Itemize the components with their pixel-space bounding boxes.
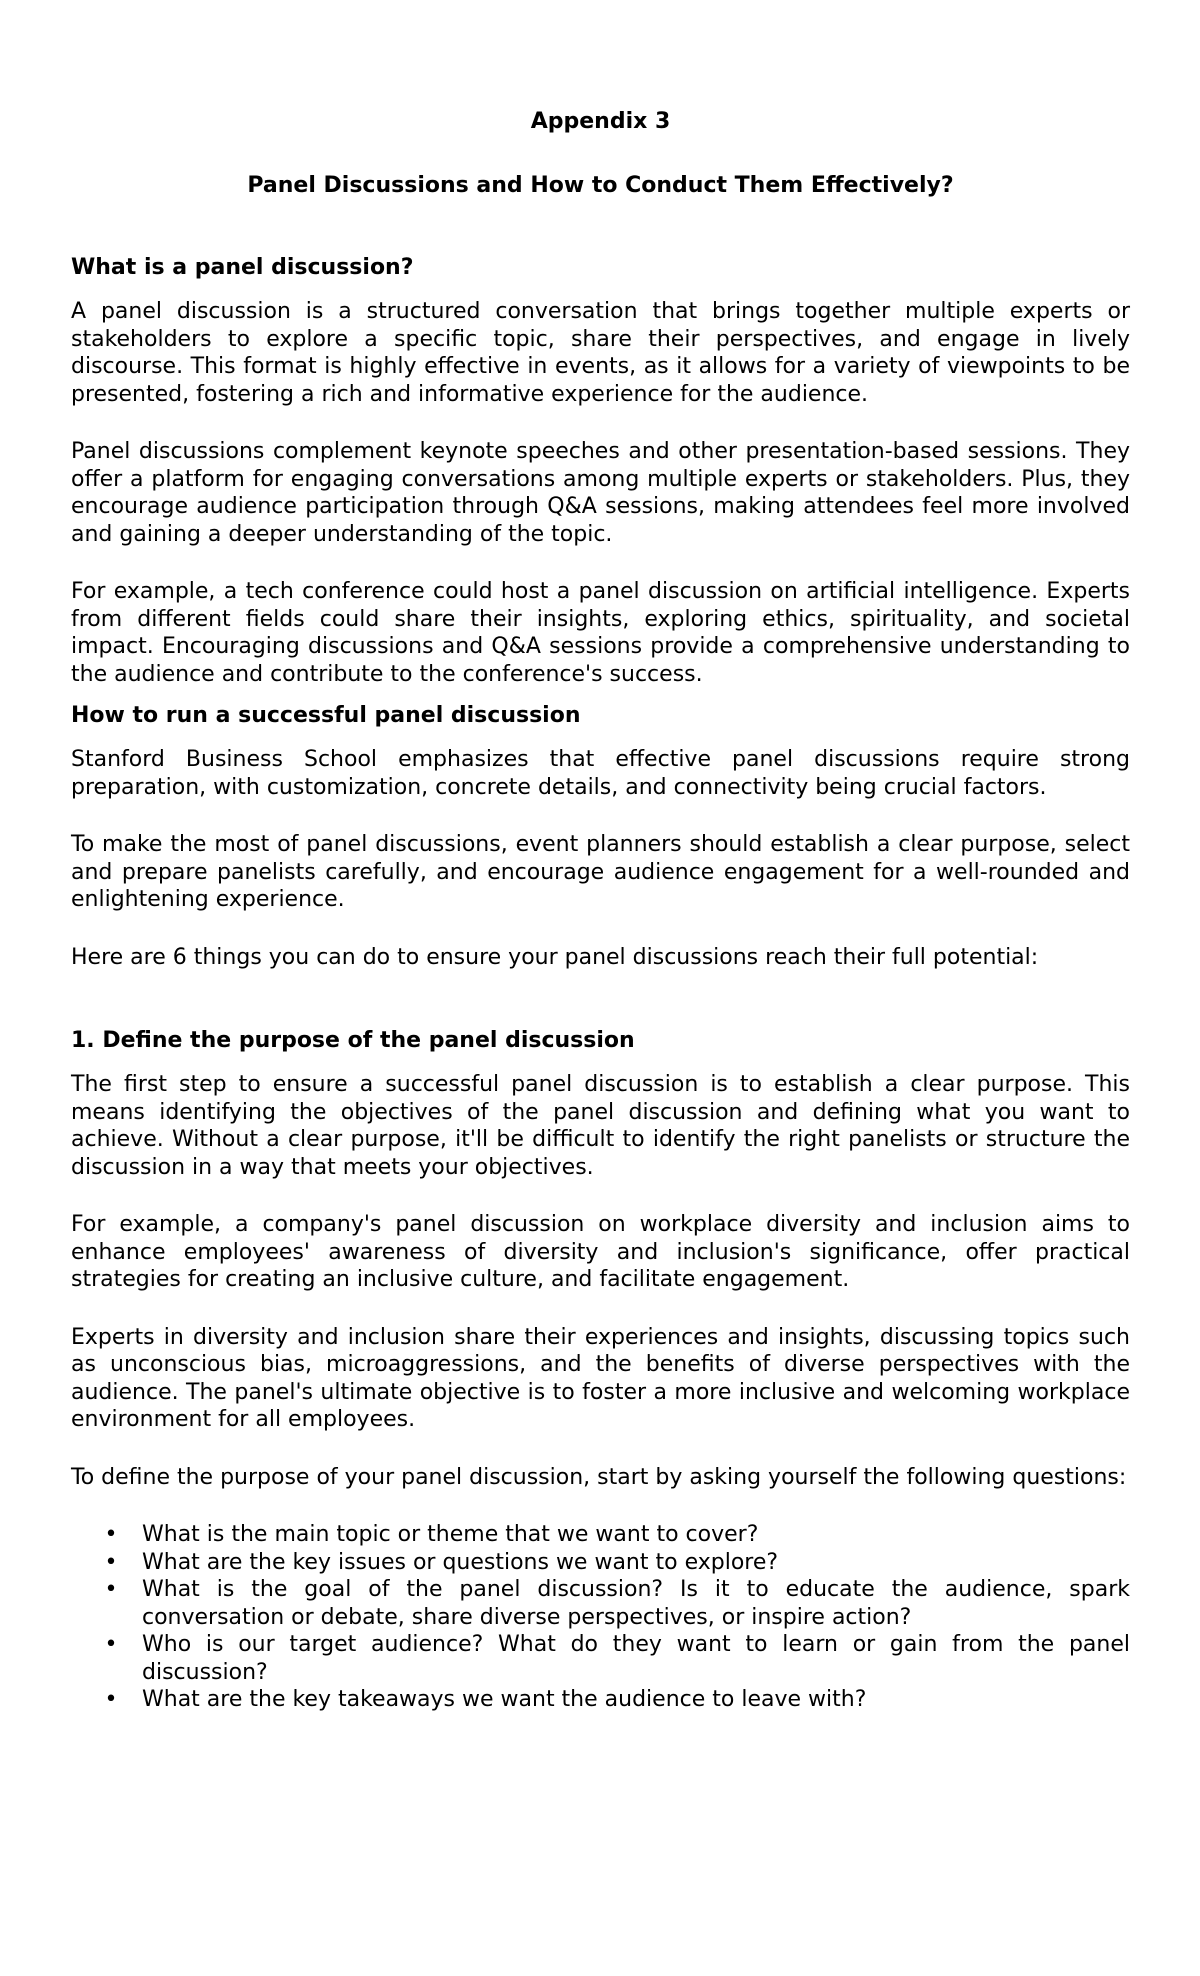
list-item xyxy=(71,1686,1130,1714)
bullet-icon: • xyxy=(104,1577,118,1602)
bullet-icon: • xyxy=(104,1632,118,1657)
paragraph-what-is-2: Panel discussions complement keynote speeches and other presentation-based sessions. They offer a platform for engaging conversations among multiple experts or stakeholders. Plus, they encourage audience participation through Q&A sessions, making attendees feel more involved and gaining a deeper understanding of the topic. xyxy=(71,439,1130,547)
paragraph-how-to-3: Here are 6 things you can do to ensure your panel discussions reach their full potential: xyxy=(71,944,1039,970)
document-title: Panel Discussions and How to Conduct Them Effectively? xyxy=(247,173,954,198)
list-item-text: What are the key issues or questions we want to explore? xyxy=(142,1549,779,1575)
list-item xyxy=(71,1576,1130,1631)
appendix-label: Appendix 3 xyxy=(530,109,671,134)
paragraph-define-3: Experts in diversity and inclusion share their experiences and insights, discussing topics such as unconscious bias, microaggressions, and the benefits of diverse perspectives with the audience. The panel's ultimate objective is to foster a more inclusive and welcoming workplace environment for all employees. xyxy=(71,1324,1130,1432)
list-item xyxy=(71,1521,1130,1549)
heading-define-purpose: 1. Define the purpose of the panel discussion xyxy=(71,1028,635,1053)
list-item-text: Who is our target audience? What do they want to learn or gain from the panel discussion? xyxy=(142,1632,1130,1685)
paragraph-define-4: To define the purpose of your panel discussion, start by asking yourself the following questions: xyxy=(71,1464,1127,1490)
heading-what-is-panel: What is a panel discussion? xyxy=(71,255,414,280)
list-item-text: What are the key takeaways we want the audience to leave with? xyxy=(142,1687,867,1712)
bullet-icon: • xyxy=(104,1522,118,1547)
paragraph-define-2: For example, a company's panel discussion on workplace diversity and inclusion aims to enhance employees' awareness of diversity and inclusion's significance, offer practical strategies for creating an inclusive culture, and facilitate engagement. xyxy=(71,1212,1130,1292)
heading-how-to-run: How to run a successful panel discussion xyxy=(71,703,581,728)
paragraph-how-to-1: Stanford Business School emphasizes that effective panel discussions require strong preparation, with customization, concrete details, and connectivity being crucial factors. xyxy=(71,747,1130,800)
bullet-icon: • xyxy=(104,1549,118,1575)
bullet-icon: • xyxy=(104,1687,118,1712)
paragraph-what-is-1: A panel discussion is a structured conversation that brings together multiple experts or stakeholders to explore a specific topic, share their perspectives, and engage in lively discourse. This format is highly effective in events, as it allows for a variety of viewpoints to be presented, fostering a rich and informative experience for the audience. xyxy=(71,299,1130,407)
list-item xyxy=(71,1631,1130,1686)
list-item-text: What is the goal of the panel discussion? Is it to educate the audience, spark conversation or debate, share diverse perspectives, or inspire action? xyxy=(142,1577,1130,1630)
list-item xyxy=(71,1549,1130,1577)
list-item-text: What is the main topic or theme that we want to cover? xyxy=(142,1522,759,1547)
paragraph-how-to-2: To make the most of panel discussions, event planners should establish a clear purpose, select and prepare panelists carefully, and encourage audience engagement for a well-rounded and enlightening experience. xyxy=(71,832,1130,912)
question-list xyxy=(71,1521,1130,1714)
paragraph-define-1: The first step to ensure a successful panel discussion is to establish a clear purpose. This means identifying the objectives of the panel discussion and defining what you want to achieve. Without a clear purpose, it'll be difficult to identify the right panelists or structure the discussion in a way that meets your objectives. xyxy=(71,1072,1130,1180)
paragraph-what-is-3: For example, a tech conference could host a panel discussion on artificial intelligence. Experts from different fields could share their insights, exploring ethics, spirituality, and societal impact. Encouraging discussions and Q&A sessions provide a comprehensive understanding to the audience and contribute to the conference's success. xyxy=(71,579,1130,687)
